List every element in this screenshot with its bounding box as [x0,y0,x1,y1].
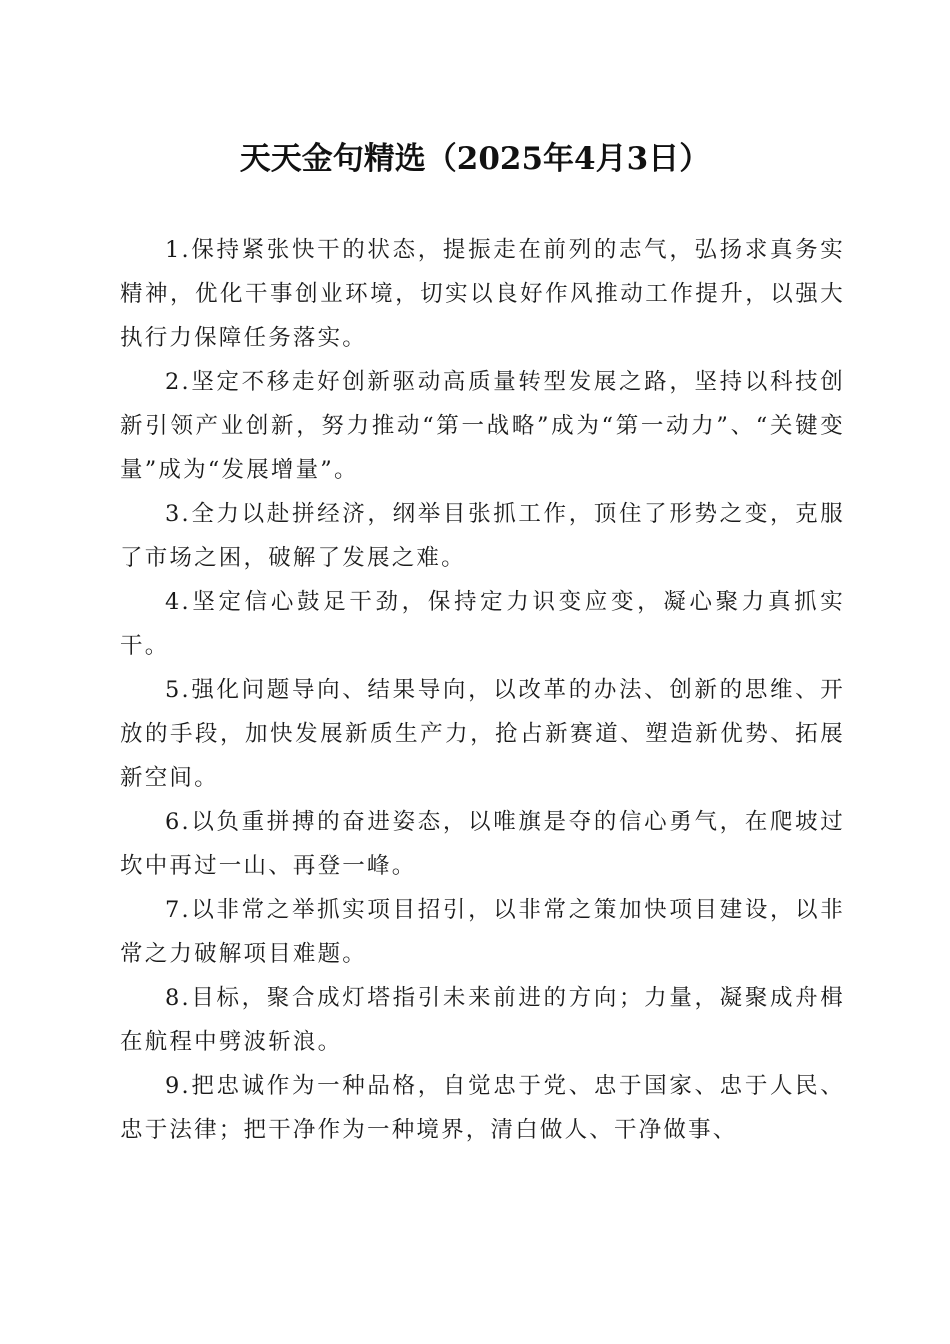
paragraph-1: 1.保持紧张快干的状态，提振走在前列的志气，弘扬求真务实精神，优化干事创业环境，切实以良好作风推动工作提升，以强大执行力保障任务落实。 [120,237,845,351]
paragraph-8: 8.目标，聚合成灯塔指引未来前进的方向；力量，凝聚成舟楫在航程中劈波斩浪。 [120,985,845,1055]
paragraph-5: 5.强化问题导向、结果导向，以改革的办法、创新的思维、开放的手段，加快发展新质生产力，抢占新赛道、塑造新优势、拓展新空间。 [120,677,845,791]
document-body [120,228,845,1152]
paragraph-3: 3.全力以赴拼经济，纲举目张抓工作，顶住了形势之变，克服了市场之困，破解了发展之难。 [120,501,845,571]
paragraph-7: 7.以非常之举抓实项目招引，以非常之策加快项目建设，以非常之力破解项目难题。 [120,897,845,967]
paragraph-9: 9.把忠诚作为一种品格，自觉忠于党、忠于国家、忠于人民、忠于法律；把干净作为一种境界，清白做人、干净做事、 [120,1073,845,1143]
page-title: 天天金句精选（2025年4月3日） [239,141,711,177]
paragraph-2: 2.坚定不移走好创新驱动高质量转型发展之路，坚持以科技创新引领产业创新，努力推动“第一战略”成为“第一动力”、“关键变量”成为“发展增量”。 [120,369,845,483]
paragraph-6: 6.以负重拼搏的奋进姿态，以唯旗是夺的信心勇气，在爬坡过坎中再过一山、再登一峰。 [120,809,845,879]
paragraph-4: 4.坚定信心鼓足干劲，保持定力识变应变，凝心聚力真抓实干。 [120,589,845,659]
